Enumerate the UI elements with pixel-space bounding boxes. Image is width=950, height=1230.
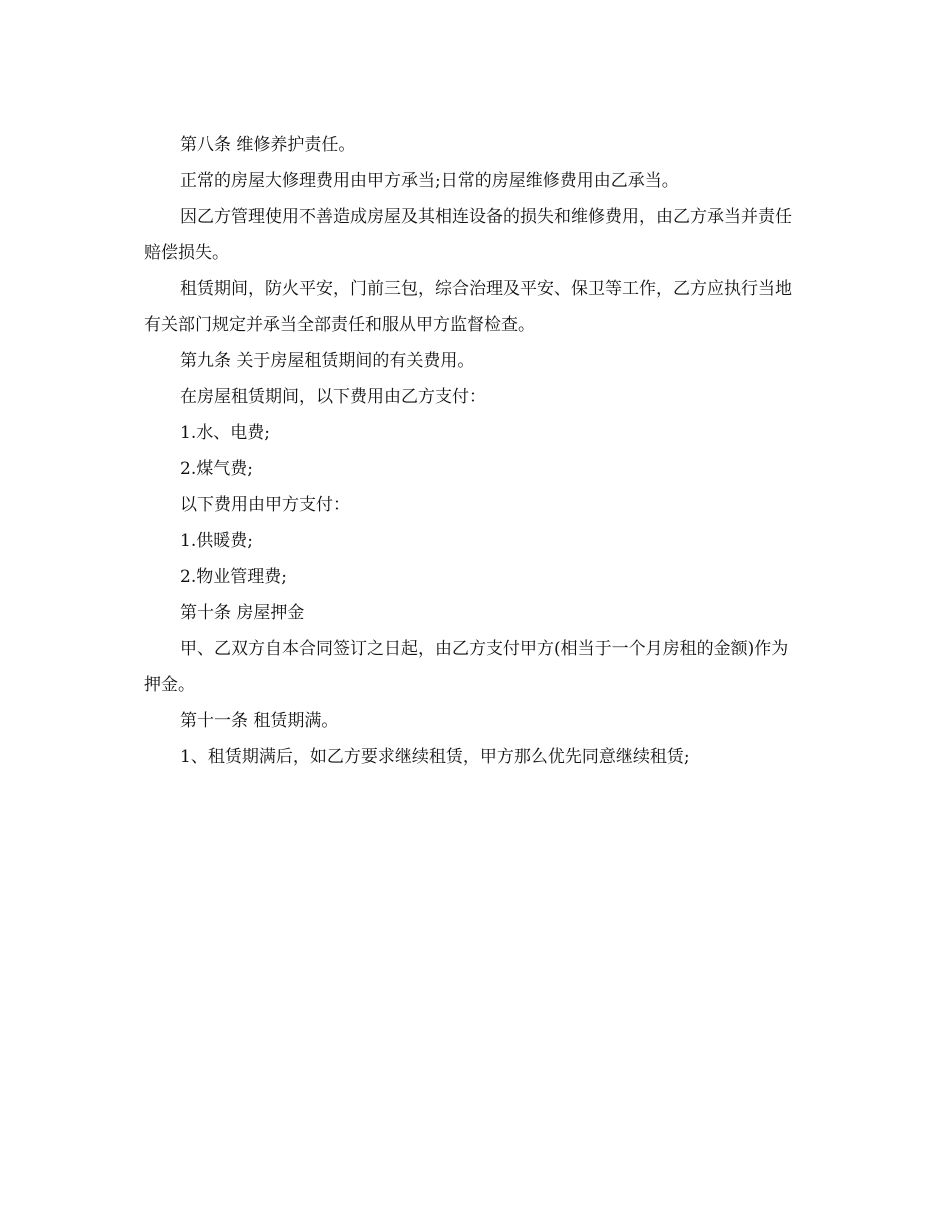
article-10-heading: 第十条 房屋押金: [180, 603, 305, 623]
paragraph-deposit: 甲、乙双方自本合同签订之日起，由乙方支付甲方(相当于一个月房租的金额)作为押金。: [144, 639, 789, 695]
paragraph-damage-liability: 因乙方管理使用不善造成房屋及其相连设备的损失和维修费用，由乙方承当并责任赔偿损失。: [144, 207, 792, 263]
article-11-heading: 第十一条 租赁期满。: [180, 711, 339, 731]
list-item-heating: 1.供暖费;: [180, 531, 253, 551]
list-item-property-management: 2.物业管理费;: [180, 567, 287, 587]
paragraph-repair-costs: 正常的房屋大修理费用由甲方承当;日常的房屋维修费用由乙承当。: [180, 171, 679, 191]
article-9-heading: 第九条 关于房屋租赁期间的有关费用。: [180, 351, 475, 371]
document-body: [144, 127, 804, 775]
list-item-gas: 2.煤气费;: [180, 459, 253, 479]
article-8-heading: 第八条 维修养护责任。: [180, 135, 356, 155]
paragraph-safety-duties: 租赁期间，防火平安，门前三包，综合治理及平安、保卫等工作，乙方应执行当地有关部门规定并承当全部责任和服从甲方监督检查。: [144, 279, 792, 335]
paragraph-tenant-fees-intro: 在房屋租赁期间，以下费用由乙方支付：: [180, 387, 486, 407]
paragraph-lease-renewal: 1、租赁期满后，如乙方要求继续租赁，甲方那么优先同意继续租赁;: [180, 747, 690, 767]
list-item-water-electricity: 1.水、电费;: [180, 423, 270, 443]
paragraph-landlord-fees-intro: 以下费用由甲方支付：: [180, 495, 350, 515]
